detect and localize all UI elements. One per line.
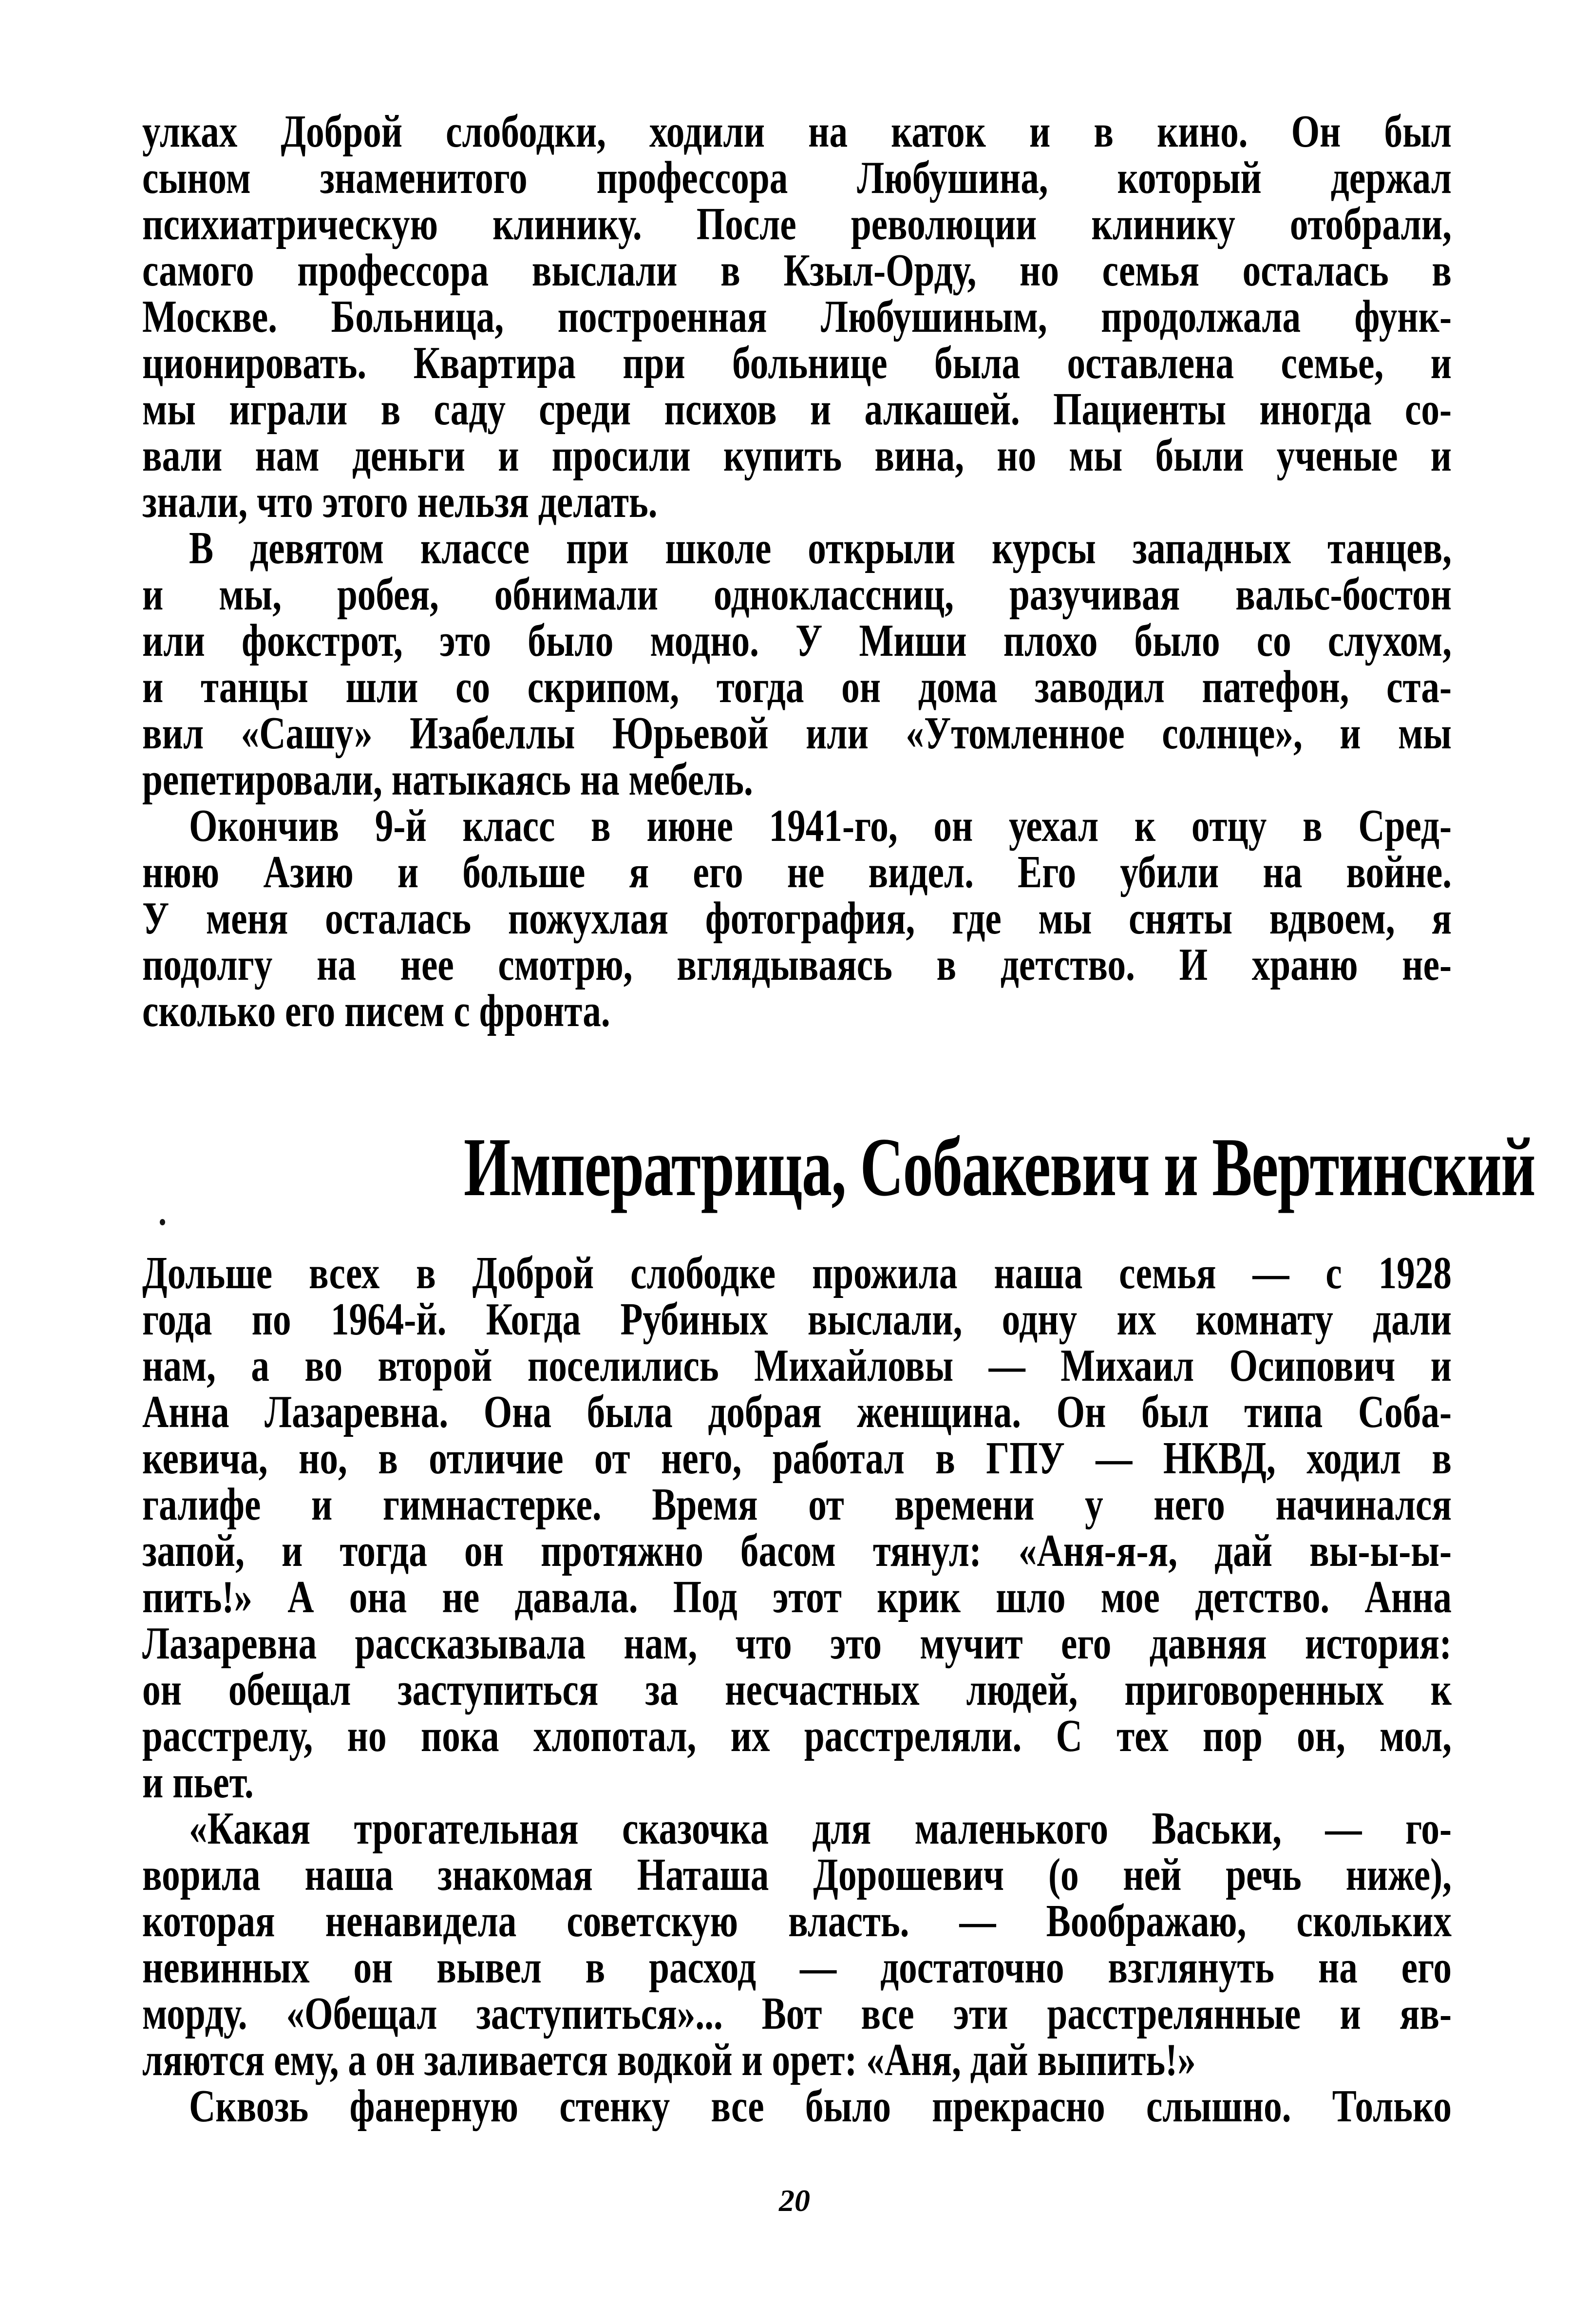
text-line: Сквозь фанерную стенку все было прекрасно слышно. Только (189, 2081, 1452, 2132)
text-line: пить!» А она не давала. Под этот крик шло мое детство. Анна (142, 1572, 1452, 1622)
text-line: «Какая трогательная сказочка для маленького Васьки, — го- (189, 1803, 1452, 1854)
text-line: года по 1964-й. Когда Рубиных выслали, одну их комнату дали (142, 1294, 1452, 1345)
text-line: психиатрическую клинику. После революции клинику отобрали, (142, 199, 1452, 249)
text-line: нюю Азию и больше я его не видел. Его убили на войне. (142, 847, 1452, 897)
text-line: или фокстрот, это было модно. У Миши плохо было со слухом, (142, 615, 1452, 666)
text-line: ционировать. Квартира при больнице была оставлена семье, и (142, 338, 1452, 388)
text-line: запой, и тогда он протяжно басом тянул: «Аня-я-я, дай вы-ы-ы- (142, 1525, 1452, 1576)
text-line: У меня осталась пожухлая фотография, где мы сняты вдвоем, я (142, 893, 1452, 944)
ink-dot-artifact (160, 1219, 165, 1225)
text-column-bottom (142, 1250, 1452, 2130)
chapter-heading: Императрица, Собакевич и Вертинский (464, 1121, 1535, 1214)
text-line: вали нам деньги и просили купить вина, но мы были ученые и (142, 430, 1452, 481)
page-number: 20 (779, 2183, 810, 2218)
text-line: и танцы шли со скрипом, тогда он дома заводил патефон, ста- (142, 662, 1452, 712)
text-line: ляются ему, а он заливается водкой и орет: «Аня, дай выпить!» (142, 2035, 1196, 2085)
text-line: репетировали, натыкаясь на мебель. (142, 754, 753, 805)
text-line: сколько его писем с фронта. (142, 986, 610, 1036)
text-line: Лазаревна рассказывала нам, что это мучит его давняя история: (142, 1618, 1452, 1669)
text-line: и пьет. (142, 1757, 254, 1808)
text-line: которая ненавидела советскую власть. — Воображаю, скольких (142, 1896, 1452, 1946)
text-line: вил «Сашу» Изабеллы Юрьевой или «Утомленное солнце», и мы (142, 708, 1452, 759)
text-line: расстрелу, но пока хлопотал, их расстреляли. С тех пор он, мол, (142, 1711, 1452, 1761)
text-line: Анна Лазаревна. Она была добрая женщина. Он был типа Соба- (142, 1387, 1452, 1437)
text-line: подолгу на нее смотрю, вглядываясь в детство. И храню не- (142, 939, 1452, 990)
text-line: улках Доброй слободки, ходили на каток и в кино. Он был (142, 106, 1452, 157)
text-line: Дольше всех в Доброй слободке прожила наша семья — с 1928 (142, 1248, 1452, 1298)
text-column-top (142, 106, 1452, 1036)
text-line: сыном знаменитого профессора Любушина, который держал (142, 152, 1452, 203)
text-line: нам, а во второй поселились Михайловы — Михаил Осипович и (142, 1340, 1452, 1391)
text-line: ворила наша знакомая Наташа Дорошевич (о ней речь ниже), (142, 1849, 1452, 1900)
text-line: кевича, но, в отличие от него, работал в ГПУ — НКВД, ходил в (142, 1433, 1452, 1484)
text-line: и мы, робея, обнимали одноклассниц, разучивая вальс-бостон (142, 569, 1452, 620)
text-line: самого профессора выслали в Кзыл-Орду, но семья осталась в (142, 245, 1452, 296)
text-line: он обещал заступиться за несчастных людей, приговоренных к (142, 1664, 1452, 1715)
text-line: галифе и гимнастерке. Время от времени у него начинался (142, 1479, 1452, 1530)
text-line: Окончив 9-й класс в июне 1941-го, он уехал к отцу в Сред- (189, 800, 1452, 851)
text-line: морду. «Обещал заступиться»... Вот все эти расстрелянные и яв- (142, 1988, 1452, 2039)
text-line: мы играли в саду среди психов и алкашей. Пациенты иногда со- (142, 384, 1452, 435)
text-line: знали, что этого нельзя делать. (142, 476, 658, 527)
text-line: В девятом классе при школе открыли курсы западных танцев, (189, 523, 1452, 573)
text-line: невинных он вывел в расход — достаточно взглянуть на его (142, 1942, 1452, 1993)
text-line: Москве. Больница, построенная Любушиным, продолжала функ- (142, 291, 1452, 342)
